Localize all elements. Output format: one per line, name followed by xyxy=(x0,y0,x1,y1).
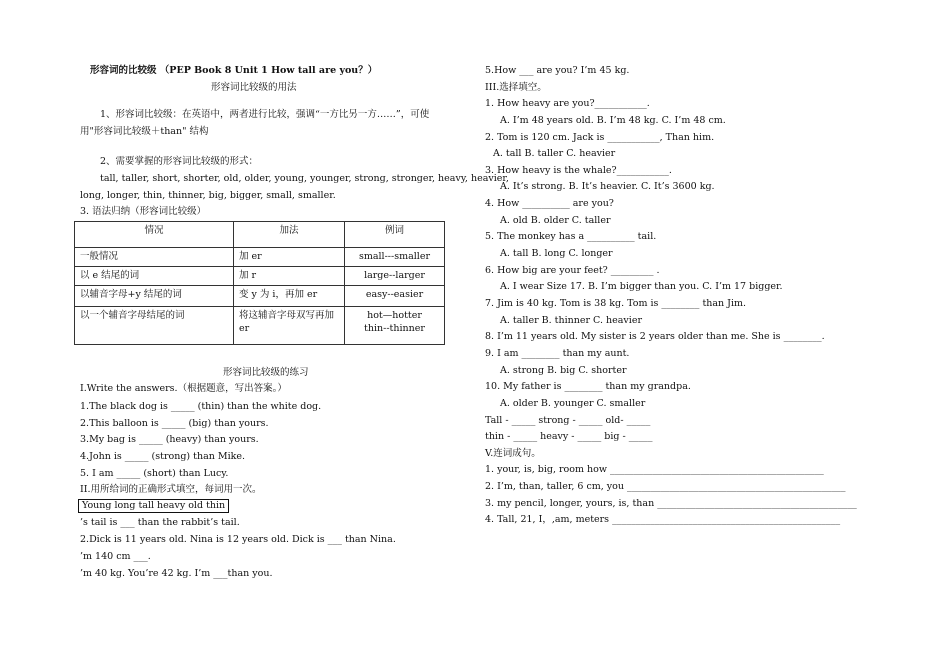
table-row xyxy=(75,267,445,286)
choice-options: A. I wear Size 17. B. I’m bigger than you. C. I’m 17 bigger. xyxy=(500,281,783,292)
exercise-2-item: 2.Dick is 11 years old. Nina is 12 years old. Dick is ___ than Nina. xyxy=(80,534,396,545)
table-cell: 加 er xyxy=(234,248,345,267)
section-1-heading: I.Write the answers.（根据题意，写出答案。） xyxy=(80,383,287,394)
table-row xyxy=(75,248,445,267)
choice-options: A. older B. younger C. smaller xyxy=(500,398,646,409)
rule-2-words-a: tall, taller, short, shorter, old, older, young, younger, strong, stronger, heavy, heavier, xyxy=(100,173,509,184)
rule-1-line-a: 1、形容词比较级：在英语中，两者进行比较，强调“一方比另一方……”，可使 xyxy=(100,109,430,120)
choice-question: 10. My father is ________ than my grandpa. xyxy=(485,381,691,392)
word-forms-row: Tall - _____ strong - _____ old- _____ xyxy=(485,415,651,426)
table-cell: easy--easier xyxy=(345,286,445,307)
rule-1-line-b: 用"形容词比较级＋than" 结构 xyxy=(80,126,209,137)
practice-title: 形容词比较级的练习 xyxy=(223,367,309,378)
choice-question: 7. Jim is 40 kg. Tom is 38 kg. Tom is ________ than Jim. xyxy=(485,298,747,309)
choice-question: 6. How big are your feet? _________ . xyxy=(485,265,660,276)
choice-question: 1. How heavy are you?___________. xyxy=(485,98,650,109)
exercise-1-item: 1.The black dog is _____ (thin) than the white dog. xyxy=(80,401,322,412)
exercise-2-item: ’m 140 cm ___. xyxy=(80,551,151,562)
choice-question: 4. How __________ are you? xyxy=(485,198,614,209)
table-cell: 变 y 为 i，再加 er xyxy=(234,286,345,307)
exercise-1-item: 4.John is _____ (strong) than Mike. xyxy=(80,451,246,462)
right-column xyxy=(475,0,950,650)
sentence-item: 1. your, is, big, room how _____________________________________________ xyxy=(485,464,824,475)
rule-2-words-b: long, longer, thin, thinner, big, bigger, small, smaller. xyxy=(80,190,336,201)
choice-question: 5. The monkey has a __________ tail. xyxy=(485,231,657,242)
choice-options: A. tall B. long C. longer xyxy=(500,248,613,259)
exercise-1-item: 3.My bag is _____ (heavy) than yours. xyxy=(80,434,259,445)
exercise-2-item: ’m 40 kg. You’re 42 kg. I’m ___than you. xyxy=(80,568,273,579)
rule-2-heading: 2、需要掌握的形容词比较级的形式： xyxy=(100,156,259,167)
choice-question: 8. I’m 11 years old. My sister is 2 years older than me. She is ________. xyxy=(485,331,825,342)
table-cell: 将这辅音字母双写再加 er xyxy=(234,307,345,345)
table-cell: small---smaller xyxy=(345,248,445,267)
sentence-item: 3. my pencil, longer, yours, is, than __________________________________________ xyxy=(485,498,857,509)
section-5-heading: V.连词成句。 xyxy=(485,448,541,459)
comparative-rules-table xyxy=(74,221,445,345)
table-cell: 以辅音字母+y 结尾的词 xyxy=(75,286,234,307)
choice-question: 2. Tom is 120 cm. Jack is ___________, Than him. xyxy=(485,132,715,143)
choice-question: 3. How heavy is the whale?___________. xyxy=(485,165,672,176)
table-header: 情况 xyxy=(75,222,234,248)
choice-options: A. strong B. big C. shorter xyxy=(500,365,627,376)
exercise-2-item: 5.How ___ are you? I’m 45 kg. xyxy=(485,65,630,76)
example-line: thin--thinner xyxy=(364,323,425,334)
exercise-1-item: 2.This balloon is _____ (big) than yours. xyxy=(80,418,269,429)
document-title: 形容词的比较级 （PEP Book 8 Unit 1 How tall are you？） xyxy=(90,65,378,76)
choice-options: A. It’s strong. B. It’s heavier. C. It’s 3600 kg. xyxy=(500,181,715,192)
exercise-1-item: 5. I am _____ (short) than Lucy. xyxy=(80,468,229,479)
section-3-heading: III.选择填空。 xyxy=(485,82,547,93)
table-cell: 一般情况 xyxy=(75,248,234,267)
word-forms-row: thin - _____ heavy - _____ big - _____ xyxy=(485,431,653,442)
sentence-item: 4. Tall, 21, I，,am, meters ________________________________________________ xyxy=(485,514,841,525)
sentence-item: 2. I’m, than, taller, 6 cm, you ______________________________________________ xyxy=(485,481,846,492)
choice-question: 9. I am ________ than my aunt. xyxy=(485,348,630,359)
choice-options: A. taller B. thinner C. heavier xyxy=(500,315,642,326)
table-cell: 加 r xyxy=(234,267,345,286)
choice-options: A. I’m 48 years old. B. I’m 48 kg. C. I’m 48 cm. xyxy=(500,115,726,126)
choice-options: A. tall B. taller C. heavier xyxy=(493,148,616,159)
table-header: 例词 xyxy=(345,222,445,248)
table-row xyxy=(75,286,445,307)
usage-subtitle: 形容词比较级的用法 xyxy=(211,82,297,93)
choice-options: A. old B. older C. taller xyxy=(500,215,611,226)
table-row xyxy=(75,307,445,345)
word-bank-box: Young long tall heavy old thin xyxy=(78,499,229,513)
table-cell: 以 e 结尾的词 xyxy=(75,267,234,286)
table-header: 加法 xyxy=(234,222,345,248)
table-header-row xyxy=(75,222,445,248)
table-cell xyxy=(345,307,445,345)
example-line: hot—hotter xyxy=(367,310,422,321)
exercise-2-item: ’s tail is ___ than the rabbit’s tail. xyxy=(80,517,240,528)
section-2-heading: II.用所给词的正确形式填空，每词用一次。 xyxy=(80,484,262,495)
rule-3-heading: 3. 语法归纳（形容词比较级） xyxy=(80,206,207,217)
table-cell: 以一个辅音字母结尾的词 xyxy=(75,307,234,345)
table-cell: large--larger xyxy=(345,267,445,286)
